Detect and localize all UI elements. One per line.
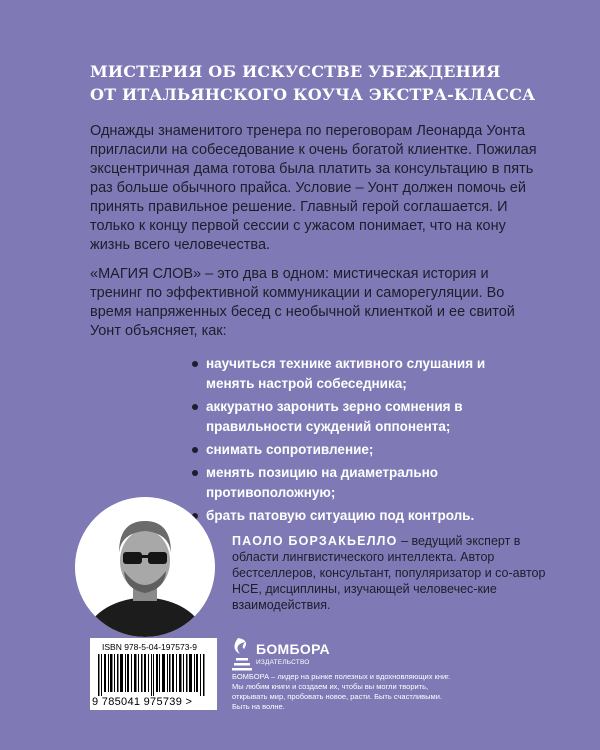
- bullet-dot-icon: [192, 447, 198, 453]
- author-bio-text: – ведущий эксперт в области лингвистического интеллекта. Автор бестселлеров, консультант, популяризатор и со-автор НСЕ, дисциплины, изучающей человечес-кие взаимодействия.: [232, 534, 546, 612]
- wave-logo-icon: [232, 637, 254, 671]
- synopsis-paragraph: Однажды знаменитого тренера по переговорам Леонарда Уонта пригласили на собеседование к очень богатой клиентке. Пожилая эксцентричная дама готова была платить за консультацию в пять раз больше обычного прайса. Условие – Уонт должен помочь ей принять правильное решение. Главный герой соглашается. И только к концу первой сессии с ужасом понимает, что на кону жизнь всего человечества.: [90, 123, 537, 253]
- author-portrait-icon: [75, 497, 215, 637]
- list-item: менять позицию на диаметрально противоположную;: [192, 463, 532, 503]
- skills-list: [192, 354, 532, 529]
- bullet-dot-icon: [192, 361, 198, 367]
- headline: [90, 60, 560, 106]
- isbn-label: ISBN 978-5-04-197573-9: [102, 642, 197, 652]
- publisher-subtitle: ИЗДАТЕЛЬСТВО: [256, 659, 310, 666]
- book-description-paragraph: «МАГИЯ СЛОВ» – это два в одном: мистическая история и тренинг по эффективной коммуникации и саморегуляции. Во время напряженных бесед с необычной клиенткой и ее свитой Уонт объясняет, как:: [90, 266, 515, 339]
- headline-line-2: ОТ ИТАЛЬЯНСКОГО КОУЧА ЭКСТРА-КЛАССА: [90, 85, 536, 104]
- author-name: ПАОЛО БОРЗАКЬЕЛЛО: [232, 534, 398, 548]
- publisher-tagline: БОМБОРА – лидер на рынке полезных и вдохновляющих книг. Мы любим книги и создаем их, чтобы вы могли творить, открывать мир, пробовать новое, расти. Быть счастливыми. Быть на волне.: [232, 672, 451, 711]
- author-bio: [232, 533, 552, 613]
- publisher-name: БОМБОРА: [256, 641, 330, 657]
- list-item: аккуратно заронить зерно сомнения в правильности суждений оппонента;: [192, 397, 532, 437]
- headline-line-1: МИСТЕРИЯ ОБ ИСКУССТВЕ УБЕЖДЕНИЯ: [90, 62, 501, 81]
- barcode-block: [90, 638, 217, 710]
- bullet-dot-icon: [192, 404, 198, 410]
- list-item: снимать сопротивление;: [192, 440, 532, 460]
- bullet-dot-icon: [192, 470, 198, 476]
- list-item: брать патовую ситуацию под контроль.: [192, 506, 532, 526]
- author-photo: [75, 497, 215, 637]
- barcode-number: 9 785041 975739 >: [92, 696, 193, 708]
- list-item: научиться технике активного слушания и менять настрой собеседника;: [192, 354, 532, 394]
- barcode-icon: [96, 654, 211, 696]
- publisher-logo: [232, 637, 362, 673]
